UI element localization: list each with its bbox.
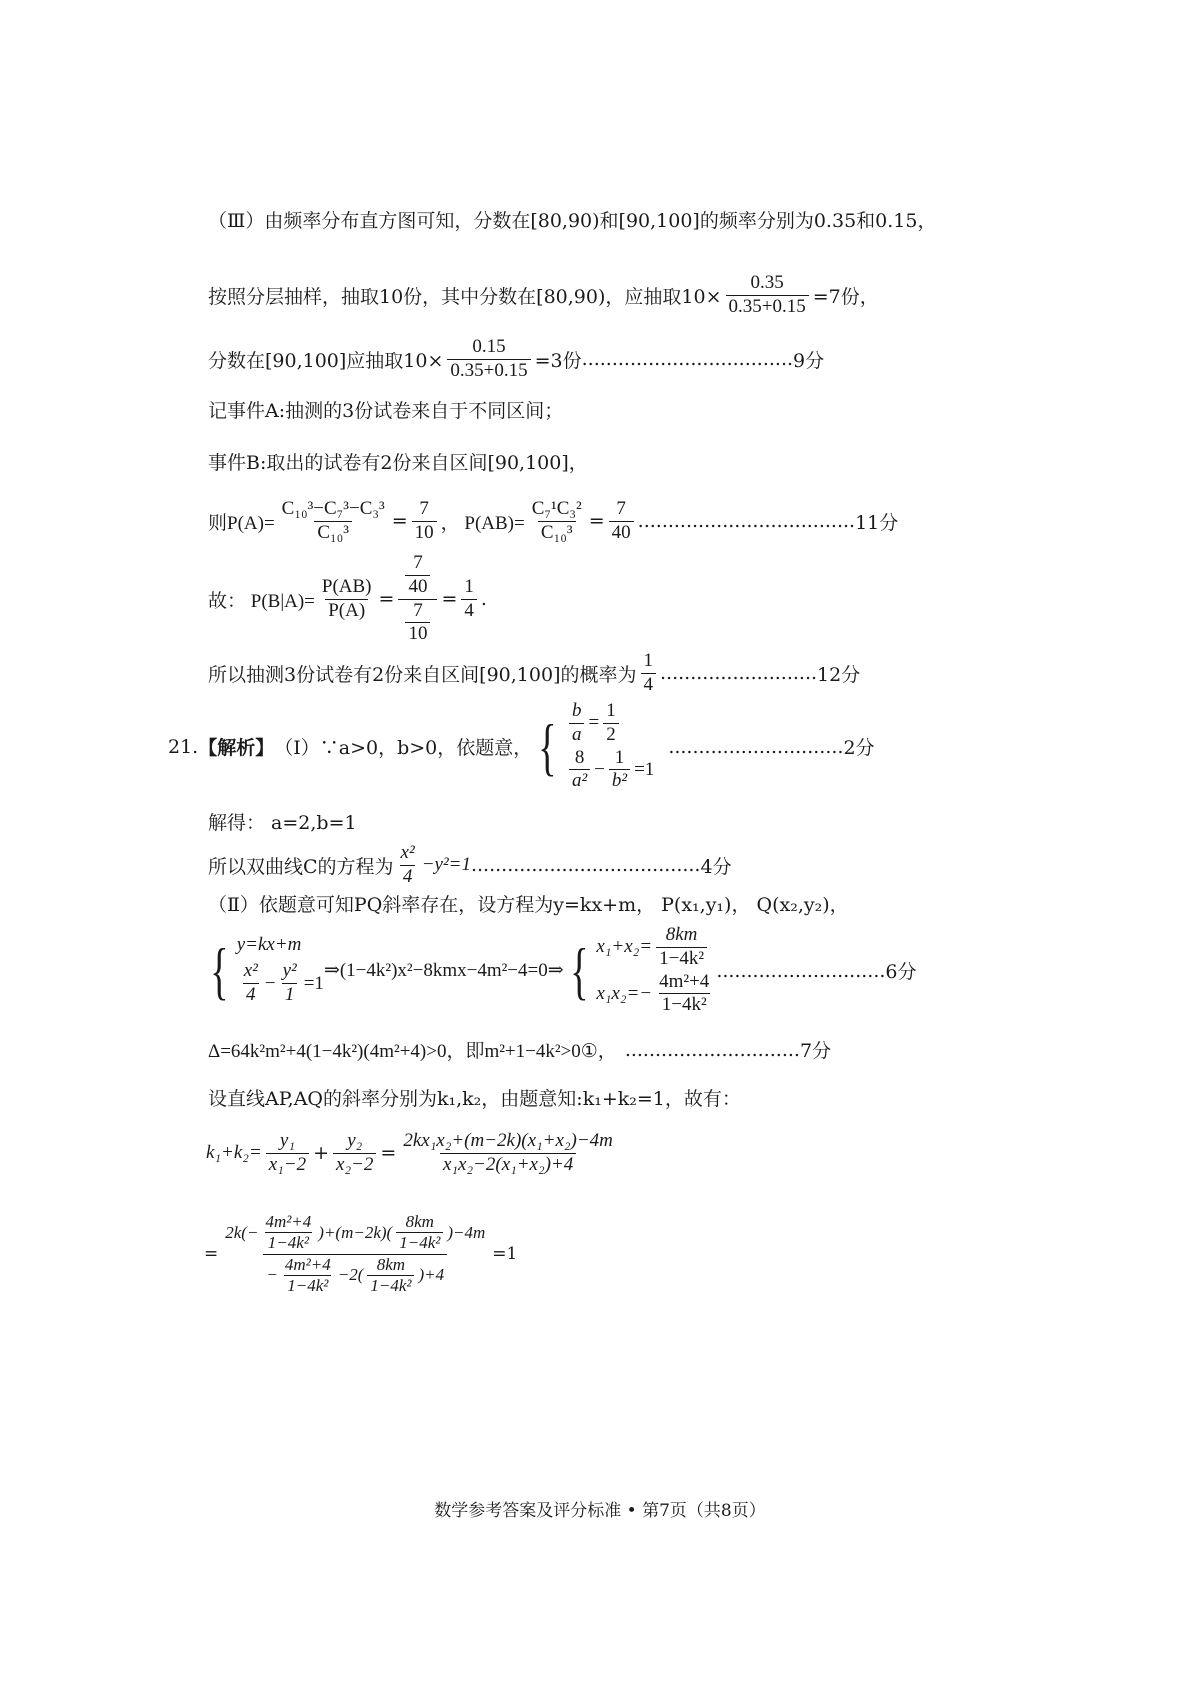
- fraction: [461, 576, 477, 623]
- equals-sign: =: [441, 588, 458, 611]
- den-part-c: )+4: [418, 1265, 445, 1285]
- numerator: 8km: [405, 1212, 434, 1231]
- analysis-tag: 【解析】: [198, 737, 275, 760]
- equation-system-1: [532, 700, 654, 793]
- num-part-a: 2k(−: [225, 1222, 259, 1242]
- fraction: [641, 650, 657, 697]
- denominator: x₁x₂−2(x₁+x₂)+4: [440, 1153, 576, 1177]
- numerator: 8km: [665, 924, 698, 945]
- numerator: y₁: [279, 1130, 295, 1151]
- numerator: 8: [574, 746, 585, 768]
- fraction: [609, 498, 634, 545]
- numerator: 1: [606, 700, 616, 721]
- slope-sum-label: k₁+k₂=: [206, 1142, 262, 1164]
- denominator: C₁₀³: [314, 521, 352, 545]
- numerator: C₁₀³−C₇³−C₃³: [281, 498, 385, 519]
- score-label: 11分: [855, 511, 899, 534]
- leader-dots: ...................................: [581, 348, 794, 371]
- system-row: [596, 971, 716, 1018]
- system-rows: [565, 700, 654, 793]
- fraction: [412, 498, 437, 545]
- discriminant-text: Δ=64k²m²+4(1−4k²)(4m²+4)>0，即m²+1−4k²>0①，: [208, 1041, 617, 1062]
- numerator: 7: [413, 599, 423, 621]
- numerator: 7: [419, 498, 429, 519]
- part3-line2: [208, 272, 879, 319]
- denominator: 1−4k²: [265, 1232, 312, 1253]
- event-a-text: 记事件A:抽测的3份试卷来自于不同区间；: [208, 400, 564, 422]
- compound-numerator: [398, 552, 437, 599]
- page-footer: 数学参考答案及评分标准 • 第7页（共8页）: [434, 1501, 766, 1521]
- leader-dots: ......................................: [470, 854, 701, 877]
- inner-fraction: [405, 600, 430, 647]
- denominator: 1: [282, 983, 298, 1007]
- q21-hyperbola: [208, 842, 732, 889]
- part2-intro-text: （Ⅱ）依题意可知PQ斜率存在，设方程为y=kx+m， P(x₁,y₁)， Q(x₂,y₂)，: [208, 894, 849, 916]
- big-numerator: [222, 1212, 488, 1254]
- question-number: 21.: [168, 735, 199, 758]
- fraction: [367, 1255, 414, 1297]
- num-part-b: )+(m−2k)(: [318, 1222, 393, 1242]
- score-label: 2分: [843, 737, 875, 760]
- numerator: 1: [464, 575, 474, 597]
- q21-line1: [168, 700, 875, 793]
- left-brace: {: [569, 934, 589, 1006]
- denominator: 1−4k²: [367, 1275, 414, 1296]
- fraction: [529, 498, 585, 545]
- leader-dots: .............................: [624, 1038, 800, 1061]
- equation-system-3: [564, 924, 717, 1017]
- fraction: [262, 1212, 314, 1254]
- denominator: C₁₀³: [538, 521, 576, 545]
- denominator: 4: [400, 865, 416, 889]
- fraction: [656, 971, 712, 1018]
- fraction: [447, 336, 530, 383]
- minus-sign: −: [594, 758, 605, 780]
- system-rows: [237, 934, 324, 1007]
- system-row: [565, 700, 654, 747]
- fraction: [282, 1255, 334, 1297]
- q21-delta: [208, 1036, 831, 1063]
- plus-sign: +: [313, 1142, 330, 1165]
- solve-text: 解得： a=2,b=1: [208, 812, 357, 834]
- inner-fraction: [405, 552, 430, 599]
- equals-one: =1: [634, 758, 655, 780]
- left-brace: {: [210, 934, 229, 1006]
- equals-sign: =: [588, 510, 605, 533]
- denominator: 4: [461, 599, 477, 623]
- part3-line4: [208, 396, 563, 423]
- equals-sign: =: [588, 712, 600, 734]
- minus-sign: −: [264, 972, 276, 994]
- denominator: b²: [609, 769, 630, 793]
- part3-line3: [208, 336, 824, 383]
- numerator: 1: [614, 746, 625, 768]
- score-label: 6分: [885, 961, 917, 984]
- part3-line6: [208, 498, 898, 545]
- fraction: [266, 1130, 309, 1177]
- equals-sign: =: [391, 510, 408, 533]
- fraction: [609, 747, 630, 794]
- system-row: y=kx+m: [236, 934, 302, 956]
- leader-dots: ..........................: [660, 662, 818, 685]
- q21-system-line: [204, 924, 917, 1017]
- denominator: 1−4k²: [659, 993, 710, 1017]
- system-rows: [596, 924, 716, 1017]
- fraction: [603, 700, 619, 747]
- denominator: a: [569, 723, 585, 747]
- denominator: x₂−2: [333, 1153, 376, 1177]
- hyperbola-suffix: −y²=1: [421, 854, 471, 876]
- fraction: [569, 700, 585, 747]
- numerator: x²: [243, 960, 258, 982]
- system-row: [596, 924, 716, 971]
- fraction: [279, 498, 388, 545]
- numerator: 2kx₁x₂+(m−2k)(x₁+x₂)−4m: [403, 1130, 613, 1151]
- left-brace: {: [538, 710, 557, 782]
- denominator: 1−4k²: [396, 1232, 443, 1253]
- q21-part2-intro: [208, 890, 849, 917]
- denominator: 10: [405, 622, 430, 646]
- numerator: 0.15: [472, 336, 506, 357]
- numerator: 8km: [376, 1254, 406, 1274]
- conditional-prob-prefix: 故： P(B|A)=: [208, 590, 315, 612]
- fraction: [398, 842, 418, 889]
- event-b-text: 事件B:取出的试卷有2份来自区间[90,100]，: [208, 452, 588, 474]
- denominator: 1−4k²: [284, 1275, 331, 1296]
- part3-line3-suffix: =3份: [534, 349, 582, 372]
- part3-line5: [208, 448, 588, 475]
- compound-denominator: [398, 599, 437, 647]
- numerator: 7: [413, 552, 423, 573]
- numerator: b: [571, 700, 582, 721]
- denominator: 40: [405, 575, 430, 599]
- den-part-b: −2(: [337, 1265, 364, 1285]
- den-part-a: −: [266, 1265, 278, 1285]
- compound-fraction: [398, 552, 437, 646]
- period: .: [480, 588, 487, 611]
- fraction: [726, 272, 809, 319]
- fraction: [400, 1130, 616, 1177]
- denominator: 4: [641, 673, 657, 697]
- equals-sign: =: [378, 588, 395, 611]
- numerator: 7: [616, 498, 626, 519]
- denominator: 10: [412, 521, 437, 545]
- denominator: 0.35+0.15: [447, 359, 530, 383]
- q21-slopes: [208, 1084, 741, 1111]
- part1-intro: （Ⅰ）∵a>0，b>0，依题意，: [274, 737, 533, 760]
- equation-system-2: [204, 934, 324, 1007]
- fraction: [656, 924, 707, 971]
- part3-line1-text: （Ⅲ）由频率分布直方图可知，分数在[80,90)和[90,100]的频率分别为0.35和0.15，: [208, 210, 937, 232]
- numerator: 0.35: [750, 272, 784, 293]
- numerator: 1: [643, 650, 653, 671]
- system-row: [237, 960, 324, 1007]
- leader-dots: ....................................: [637, 510, 856, 533]
- hyperbola-prefix: 所以双曲线C的方程为: [208, 855, 394, 878]
- numerator: x²: [400, 842, 415, 863]
- numerator: P(AB): [321, 575, 372, 597]
- quadratic-equation: ⇒(1−4k²)x²−8kmx−4m²−4=0⇒: [323, 960, 564, 982]
- denominator: 2: [603, 723, 619, 747]
- equals-one: =1: [492, 1244, 518, 1265]
- numerator: 4m²+4: [284, 1254, 331, 1274]
- score-label: 9分: [793, 349, 825, 372]
- sum-roots-label: x₁+x₂=: [596, 936, 653, 958]
- numerator: y₂: [347, 1130, 363, 1151]
- product-roots-label: x₁x₂=−: [596, 982, 653, 1004]
- fraction: [280, 960, 300, 1007]
- part3-line7: [208, 552, 487, 646]
- fraction: [319, 576, 375, 623]
- score-label: 7分: [799, 1040, 832, 1062]
- denominator: x₁−2: [266, 1153, 309, 1177]
- equals-one: =1: [303, 972, 324, 994]
- denominator: 40: [609, 521, 634, 545]
- denominator: 4: [243, 983, 259, 1007]
- fraction: [241, 960, 261, 1007]
- big-denominator: [263, 1254, 447, 1297]
- q21-eq1: [206, 1130, 620, 1177]
- part3-line2-suffix: =7份，: [812, 285, 879, 308]
- numerator: 4m²+4: [265, 1212, 312, 1231]
- part3-line8: [208, 650, 860, 697]
- denominator: P(A): [325, 599, 368, 623]
- numerator: y²: [282, 960, 297, 982]
- part3-line1: [208, 206, 936, 233]
- fraction: [396, 1212, 443, 1254]
- numerator: 4m²+4: [659, 970, 710, 992]
- denominator: 0.35+0.15: [726, 295, 809, 319]
- big-fraction: [222, 1212, 488, 1297]
- score-label: 12分: [817, 663, 861, 686]
- equals-sign: =: [204, 1244, 219, 1265]
- prob-ab-prefix: ， P(AB)=: [440, 512, 525, 534]
- slopes-text: 设直线AP,AQ的斜率分别为k₁,k₂，由题意知:k₁+k₂=1，故有：: [208, 1088, 741, 1110]
- prob-a-prefix: 则P(A)=: [208, 512, 275, 534]
- fraction: [333, 1130, 376, 1177]
- equals-sign: =: [380, 1142, 397, 1165]
- q21-eq2: [204, 1212, 517, 1297]
- system-row: [565, 747, 654, 794]
- leader-dots: ............................: [716, 959, 886, 982]
- numerator: C₇¹C₃²: [531, 498, 582, 519]
- denominator: a²: [569, 769, 590, 793]
- part3-line2-prefix: 按照分层抽样，抽取10份，其中分数在[80,90)，应抽取10×: [208, 285, 722, 308]
- leader-dots: .............................: [668, 735, 844, 758]
- q21-solve: [208, 808, 357, 835]
- part3-line3-prefix: 分数在[90,100]应抽取10×: [208, 349, 444, 372]
- denominator: 1−4k²: [656, 947, 707, 971]
- conclusion-text: 所以抽测3份试卷有2份来自区间[90,100]的概率为: [208, 663, 637, 686]
- score-label: 4分: [700, 855, 732, 878]
- num-part-c: )−4m: [447, 1222, 486, 1242]
- fraction: [569, 747, 590, 794]
